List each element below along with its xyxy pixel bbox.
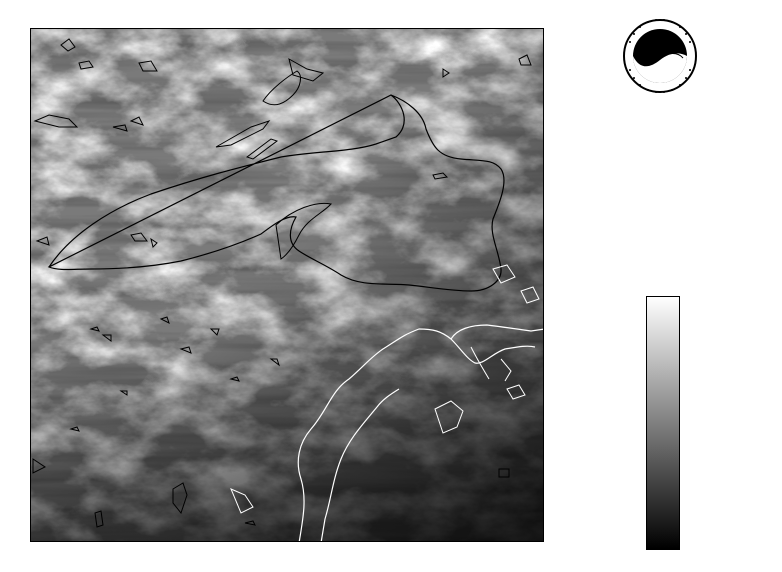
- legend-colorbar: [646, 296, 680, 550]
- satellite-image: [30, 28, 544, 542]
- noaa-logo: [620, 12, 700, 106]
- noaa-logo-icon: [620, 12, 700, 102]
- satellite-map: [31, 29, 544, 542]
